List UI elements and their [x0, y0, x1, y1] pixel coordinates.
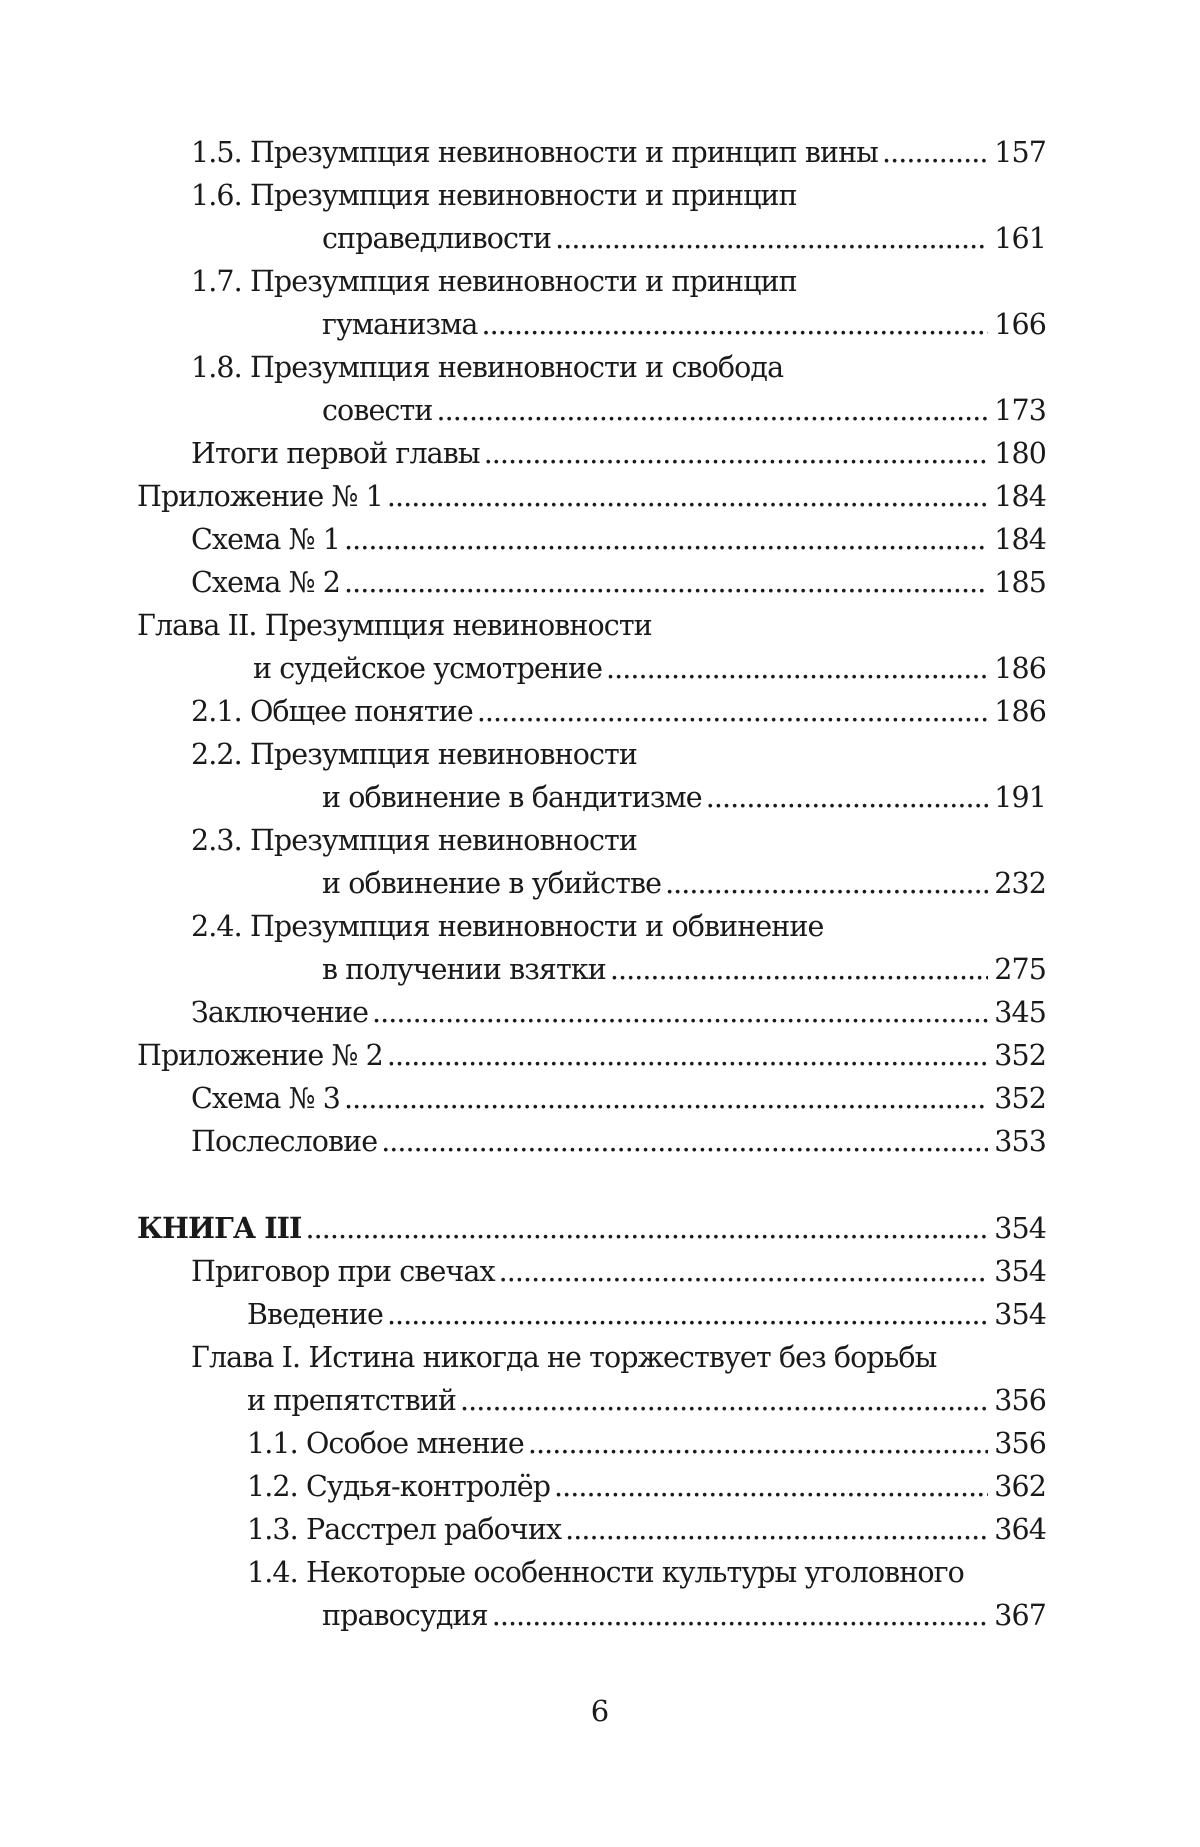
- toc-entry-page: 356: [994, 1427, 1046, 1460]
- toc-entry-title-line: [0, 733, 1200, 776]
- toc-entry: [0, 1077, 1200, 1120]
- toc-entry: [0, 561, 1200, 604]
- toc-entry-page: 185: [994, 566, 1046, 599]
- toc-entry: [0, 1594, 1200, 1637]
- dot-leader: [554, 1465, 988, 1508]
- toc-entry-title-line: [0, 1551, 1200, 1594]
- page-number: 6: [590, 1694, 610, 1728]
- toc-entry-page: 354: [994, 1255, 1046, 1288]
- toc-entry-title-line: [0, 1336, 1200, 1379]
- toc-entry-title-line: [0, 604, 1200, 647]
- toc-entry-title-line: [0, 260, 1200, 303]
- toc-entry-label: Приложение № 1: [137, 480, 383, 513]
- toc-entry: [0, 1422, 1200, 1465]
- toc-entry-label: правосудия: [322, 1599, 488, 1632]
- toc-entry-page: 356: [994, 1384, 1046, 1417]
- toc-entry: [0, 131, 1200, 174]
- toc-entry-label: и препятствий: [247, 1384, 456, 1417]
- toc-entry-page: 352: [994, 1082, 1046, 1115]
- toc-entry-title: 2.2. Презумпция невиновности: [191, 738, 638, 771]
- dot-leader: [665, 862, 988, 905]
- toc-entry-page: 353: [994, 1125, 1046, 1158]
- toc-entry-label: Приговор при свечах: [191, 1255, 495, 1288]
- toc-entry: [0, 862, 1200, 905]
- toc-entry: [0, 776, 1200, 819]
- toc-entry: [0, 518, 1200, 561]
- toc-entry-label: в получении взятки: [322, 953, 606, 986]
- toc-entry-page: 186: [994, 652, 1046, 685]
- toc-entry-title: 1.7. Презумпция невиновности и принцип: [191, 265, 797, 298]
- toc-entry-page: 352: [994, 1039, 1046, 1072]
- dot-leader: [381, 1120, 988, 1163]
- toc-entry-label: 2.1. Общее понятие: [191, 695, 473, 728]
- dot-leader: [387, 1034, 988, 1077]
- toc-entry-page: 161: [994, 222, 1046, 255]
- toc-entry: [0, 432, 1200, 475]
- dot-leader: [555, 217, 988, 260]
- toc-entry-label: справедливости: [322, 222, 552, 255]
- toc-entry-page: 186: [994, 695, 1046, 728]
- toc-entry: [0, 1034, 1200, 1077]
- toc-entry-label: и обвинение в бандитизме: [322, 781, 702, 814]
- toc-entry-label: Схема № 3: [191, 1082, 341, 1115]
- dot-leader: [387, 1293, 988, 1336]
- dot-leader: [882, 131, 988, 174]
- dot-leader: [528, 1422, 988, 1465]
- dot-leader: [436, 389, 988, 432]
- toc-entry-page: 362: [994, 1470, 1046, 1503]
- dot-leader: [481, 303, 988, 346]
- toc-entry-title: 2.3. Презумпция невиновности: [191, 824, 638, 857]
- toc-entry: [0, 303, 1200, 346]
- toc-entry-title: Глава I. Истина никогда не торжествует без борьбы: [191, 1341, 937, 1374]
- dot-leader: [606, 647, 988, 690]
- toc-entry-label: гуманизма: [322, 308, 478, 341]
- dot-leader: [477, 690, 988, 733]
- dot-leader: [492, 1594, 989, 1637]
- toc-entry-label: Послесловие: [191, 1125, 378, 1158]
- toc-entry: [0, 1508, 1200, 1551]
- dot-leader: [706, 776, 989, 819]
- toc-entry: [0, 1465, 1200, 1508]
- toc-entry-page: 184: [994, 480, 1046, 513]
- toc-entry-label: Схема № 2: [191, 566, 341, 599]
- toc-entry-label: совести: [322, 394, 433, 427]
- toc-entry-page: 354: [994, 1212, 1046, 1245]
- toc-entry-book: [0, 1207, 1200, 1250]
- toc-entry-label: Заключение: [191, 996, 369, 1029]
- dot-leader: [499, 1250, 989, 1293]
- toc-entry-page: 275: [994, 953, 1046, 986]
- dot-leader: [387, 475, 988, 518]
- toc-entry-page: 166: [994, 308, 1046, 341]
- toc-entry-label: 1.3. Расстрел рабочих: [247, 1513, 562, 1546]
- toc-entry-label: 1.1. Особое мнение: [247, 1427, 524, 1460]
- toc-entry-title: 1.4. Некоторые особенности культуры уголовного: [247, 1556, 964, 1589]
- dot-leader: [306, 1207, 989, 1250]
- toc-entry-page: 367: [994, 1599, 1046, 1632]
- toc-entry-page: 345: [994, 996, 1046, 1029]
- dot-leader: [484, 432, 989, 475]
- toc-entry-label: и обвинение в убийстве: [322, 867, 662, 900]
- toc-entry: [0, 1379, 1200, 1422]
- toc-entry: [0, 690, 1200, 733]
- toc-entry-page: 191: [994, 781, 1046, 814]
- toc-entry: [0, 1293, 1200, 1336]
- toc-entry-label: 1.2. Судья-контролёр: [247, 1470, 551, 1503]
- toc-entry-title: Глава II. Презумпция невиновности: [137, 609, 652, 642]
- dot-leader: [372, 991, 988, 1034]
- toc-entry-label: Введение: [247, 1298, 383, 1331]
- toc-entry: [0, 1250, 1200, 1293]
- toc-entry-title-line: [0, 905, 1200, 948]
- toc-entry: [0, 475, 1200, 518]
- toc-entry-page: 184: [994, 523, 1046, 556]
- toc-entry-label: 1.5. Презумпция невиновности и принцип вины: [191, 136, 878, 169]
- dot-leader: [344, 561, 988, 604]
- toc-entry-label: Схема № 1: [191, 523, 341, 556]
- toc-entry-page: 232: [994, 867, 1046, 900]
- toc-entry-page: 173: [994, 394, 1046, 427]
- toc-entry-label: и судейское усмотрение: [253, 652, 603, 685]
- toc-entry-title-line: [0, 346, 1200, 389]
- dot-leader: [565, 1508, 988, 1551]
- toc-entry: [0, 991, 1200, 1034]
- toc-entry: [0, 389, 1200, 432]
- toc-entry-page: 180: [994, 437, 1046, 470]
- toc-entry-title-line: [0, 174, 1200, 217]
- dot-leader: [460, 1379, 988, 1422]
- dot-leader: [344, 1077, 988, 1120]
- toc-entry-title-line: [0, 819, 1200, 862]
- toc-entry-title: 2.4. Презумпция невиновности и обвинение: [191, 910, 824, 943]
- toc-entry-title: 1.8. Презумпция невиновности и свобода: [191, 351, 784, 384]
- dot-leader: [344, 518, 988, 561]
- toc-entry-title: 1.6. Презумпция невиновности и принцип: [191, 179, 797, 212]
- toc-entry-label: Приложение № 2: [137, 1039, 383, 1072]
- toc-entry-page: 157: [994, 136, 1046, 169]
- toc-entry: [0, 1120, 1200, 1163]
- toc-entry-page: 354: [994, 1298, 1046, 1331]
- dot-leader: [610, 948, 988, 991]
- toc-entry-label: Итоги первой главы: [191, 437, 480, 470]
- toc-entry: [0, 647, 1200, 690]
- toc-entry-page: 364: [994, 1513, 1046, 1546]
- toc-entry: [0, 948, 1200, 991]
- toc-book-heading: КНИГА III: [137, 1211, 302, 1245]
- toc-entry: [0, 217, 1200, 260]
